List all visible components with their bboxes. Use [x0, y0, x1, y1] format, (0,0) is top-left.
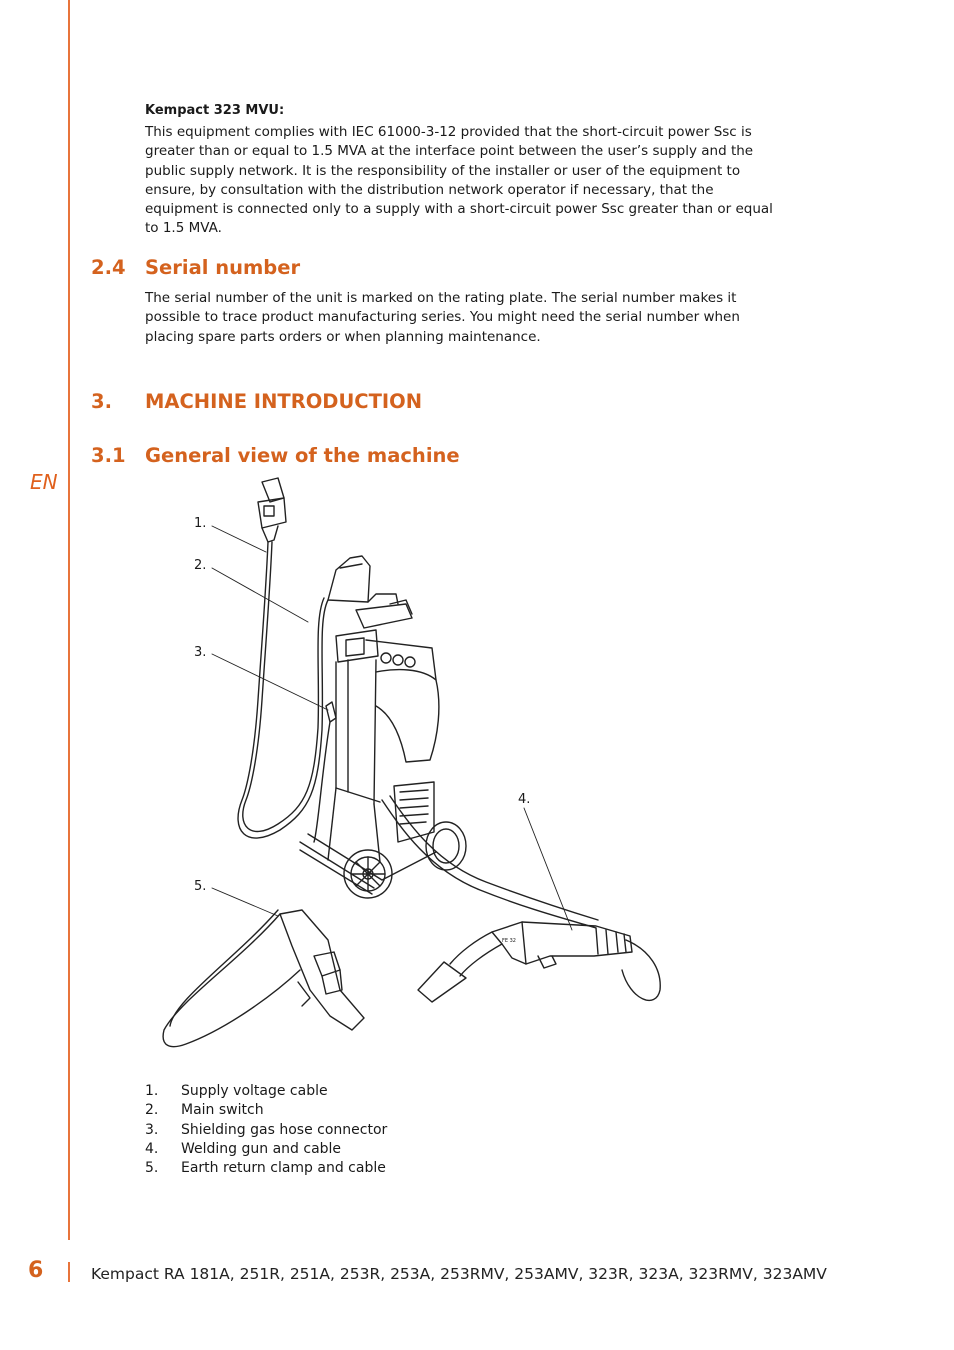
earth-clamp-cable [163, 910, 300, 1047]
margin-rule-footer [68, 1262, 70, 1282]
section-3-1-heading [91, 444, 460, 467]
kempact-heading: Kempact 323 MVU: [145, 103, 285, 118]
list-item: 3. Shielding gas hose connector [145, 1121, 388, 1138]
section-title: Serial number [145, 256, 301, 279]
section-number: 3. [91, 390, 112, 413]
list-item: 1. Supply voltage cable [145, 1083, 328, 1099]
serial-number-body: The serial number of the unit is marked on the rating plate. The serial number makes it possible to trace product manufacturing series. You might need the serial number when placing spare parts orders or when planning maintenance. [145, 290, 740, 345]
gun-label: FE 32 [502, 938, 516, 944]
callout-1: 1. [194, 516, 207, 531]
supply-cable [238, 542, 328, 838]
section-title: General view of the machine [145, 444, 460, 467]
section-2-4-heading [91, 256, 300, 279]
callout-5: 5. [194, 879, 207, 894]
figure-legend [145, 1082, 387, 1178]
section-number: 3.1 [91, 444, 126, 467]
welding-gun [418, 922, 632, 1002]
footer-title: Kempact RA 181A, 251R, 251A, 253R, 253A, 253RMV, 253AMV, 323R, 323A, 323RMV, 323AMV [91, 1265, 827, 1283]
callout-4: 4. [518, 792, 531, 807]
section-number: 2.4 [91, 256, 126, 279]
page-number: 6 [28, 1258, 44, 1283]
supply-plug [258, 478, 286, 542]
machine-figure [150, 470, 690, 1050]
earth-clamp [280, 910, 364, 1030]
margin-rule [68, 0, 70, 1240]
kempact-compliance-block [145, 103, 775, 239]
trolley-wheels [344, 822, 466, 898]
callout-3: 3. [194, 645, 207, 660]
welding-gun-cable [382, 796, 660, 1000]
section-3-heading [91, 390, 422, 413]
kempact-body: This equipment complies with IEC 61000-3-12 provided that the short-circuit power Ssc is greater than or equal to 1.5 MVA at the interface point between the user’s supply and the public supply network. It is the responsibility of the installer or user of the equipment to ensure, by consultation with the distribution network operator if necessary, that the equipment is connected only to a supply with a short-circuit power Ssc greater than or equal to 1.5 MVA. [145, 124, 773, 237]
machine-illustration [150, 470, 690, 1050]
list-item: 2. Main switch [145, 1102, 264, 1119]
language-tab: EN [30, 470, 58, 494]
callout-2: 2. [194, 558, 207, 573]
section-title: MACHINE INTRODUCTION [145, 390, 423, 413]
serial-number-block [145, 289, 775, 347]
list-item: 4. Welding gun and cable [145, 1140, 342, 1157]
list-item: 5. Earth return clamp and cable [145, 1160, 386, 1177]
